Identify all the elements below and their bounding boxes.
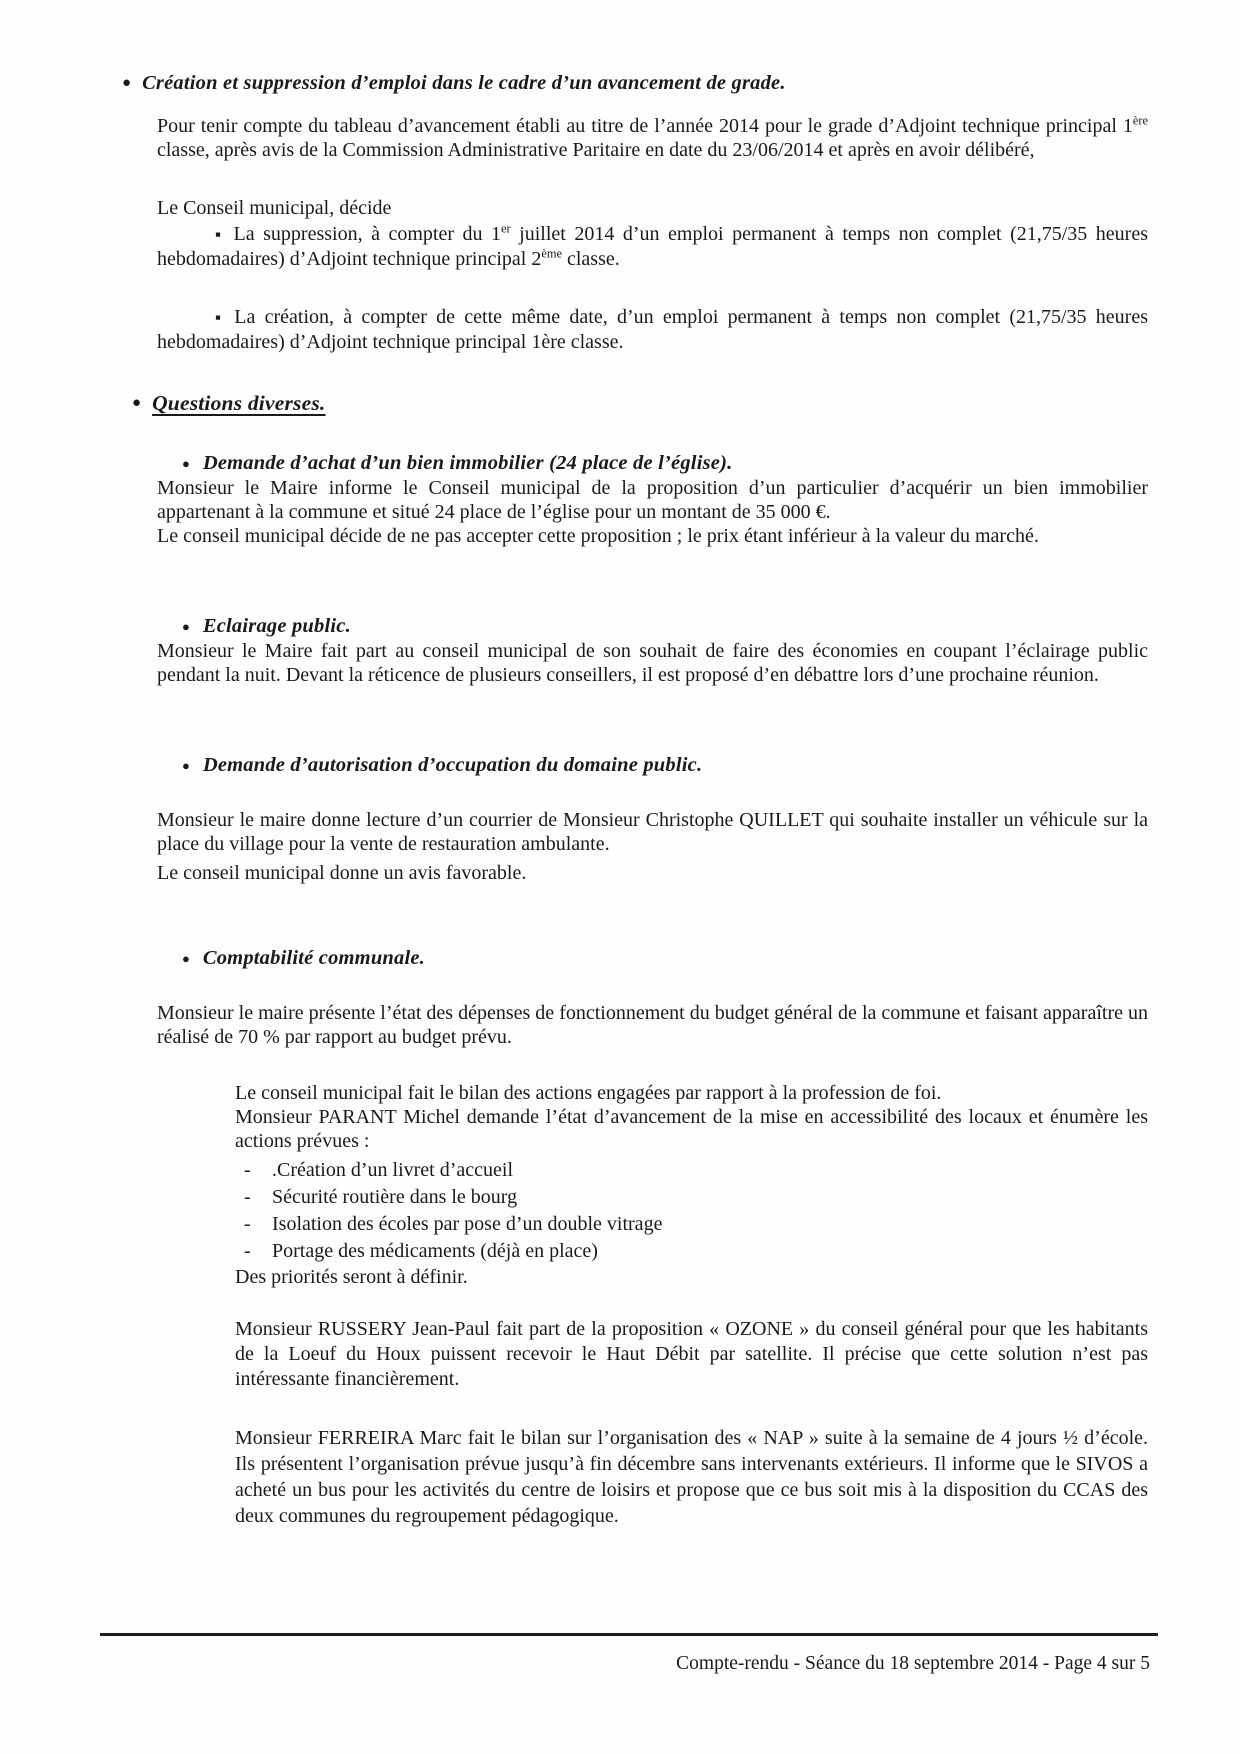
creation-text: La création, à compter de cette même date, d’un emploi permanent à temps non complet (21,75/35 heures hebdomadaires) d’Adjoint technique principal 1ère classe. [157, 306, 1148, 353]
action-item-label: .Création d’un livret d’accueil [272, 1159, 514, 1181]
document-content [98, 70, 1148, 1529]
compta-paragraph-1: Monsieur le maire présente l’état des dépenses de fonctionnement du budget général de la commune et faisant apparaître un réalisé de 70 % par rapport au budget prévu. [157, 1002, 1148, 1048]
subsection-domaine-heading [182, 753, 1148, 778]
compta-paragraph-6: Monsieur FERREIRA Marc fait le bilan sur l’organisation des « NAP » suite à la semaine de 4 jours ½ d’école. Ils présentent l’organisation prévue jusqu’à fin décembre sans intervenants extérieurs. Il informe que le SIVOS a acheté un bus pour les activités du centre de loisirs et propose que ce bus soit mis à la disposition du CCAS des deux communes du regroupement pédagogique. [235, 1427, 1148, 1527]
domaine-paragraph-2: Le conseil municipal donne un avis favorable. [157, 862, 527, 884]
bullet-icon: ● [182, 951, 190, 966]
bullet-icon: ● [132, 395, 142, 411]
compta-paragraph-4: Des priorités seront à définir. [235, 1266, 468, 1288]
list-item [244, 1184, 1148, 1211]
achat-paragraph-1: Monsieur le Maire informe le Conseil municipal de la proposition d’un particulier d’acquérir un bien immobilier appartenant à la commune et situé 24 place de l’église pour un montant de 35 000 €. [157, 477, 1148, 523]
square-bullet-icon: ▪ [215, 308, 226, 327]
achat-paragraph-2: Le conseil municipal décide de ne pas accepter cette proposition ; le prix étant inférieur à la valeur du marché. [157, 525, 1039, 547]
dash-icon: - [244, 1213, 251, 1235]
section-divers-heading [132, 389, 1148, 417]
superscript-er: er [501, 221, 511, 236]
domaine-paragraph-1: Monsieur le maire donne lecture d’un courrier de Monsieur Christophe QUILLET qui souhaite installer un véhicule sur la place du village pour la vente de restauration ambulante. [157, 809, 1148, 855]
subsection-achat-heading [182, 451, 1148, 476]
action-item-label: Sécurité routière dans le bourg [272, 1186, 518, 1208]
eclairage-paragraph: Monsieur le Maire fait part au conseil municipal de son souhait de faire des économies en coupant l’éclairage public pendant la nuit. Devant la réticence de plusieurs conseillers, il est proposé d’en débattre lors d’une prochaine réunion. [157, 640, 1148, 686]
superscript-ere: ère [1132, 113, 1148, 128]
footer-divider [100, 1633, 1158, 1636]
page-footer: Compte-rendu - Séance du 18 septembre 2014 - Page 4 sur 5 [676, 1653, 1150, 1674]
superscript-eme: ème [541, 246, 562, 261]
bullet-icon: ● [182, 758, 190, 773]
subsection-eclairage-heading [182, 614, 1148, 639]
subsection-achat-title: Demande d’achat d’un bien immobilier (24 place de l’église). [202, 452, 733, 474]
action-item-label: Isolation des écoles par pose d’un double vitrage [272, 1213, 663, 1235]
subsection-domaine-title: Demande d’autorisation d’occupation du domaine public. [202, 754, 703, 776]
grade-intro-text-a: Pour tenir compte du tableau d’avancement établi au titre de l’année 2014 pour le grade d’Adjoint technique principal 1 [157, 115, 1133, 137]
list-item [244, 1157, 1148, 1184]
subsection-compta-title: Comptabilité communale. [202, 947, 425, 969]
grade-intro-text-b: classe, après avis de la Commission Administrative Paritaire en date du 23/06/2014 et après en avoir délibéré, [157, 139, 1035, 161]
suppression-text-b: juillet 2014 d’un emploi permanent à temps non complet (21,75/35 heures hebdomadaires) d’Adjoint technique principal 2 [157, 223, 1149, 270]
grade-creation-paragraph [157, 305, 1148, 354]
list-item [244, 1211, 1148, 1238]
compta-paragraph-2: Le conseil municipal fait le bilan des actions engagées par rapport à la profession de foi. [235, 1082, 942, 1104]
subsection-compta-heading [182, 946, 1148, 971]
compta-paragraph-3: Monsieur PARANT Michel demande l’état d’avancement de la mise en accessibilité des locaux et énumère les actions prévues : [235, 1106, 1148, 1152]
actions-list [98, 1157, 1148, 1265]
bullet-icon: ● [182, 619, 190, 634]
action-item-label: Portage des médicaments (déjà en place) [272, 1240, 598, 1262]
suppression-text-a: La suppression, à compter du 1 [233, 223, 502, 245]
section-divers-title: Questions diverses. [152, 391, 326, 415]
suppression-text-c: classe. [561, 248, 620, 270]
bullet-icon: ● [182, 456, 190, 471]
section-grade-title: Création et suppression d’emploi dans le cadre d’un avancement de grade. [142, 72, 786, 94]
bullet-icon: ● [122, 75, 132, 91]
subsection-eclairage-title: Eclairage public. [202, 615, 351, 637]
dash-icon: - [244, 1159, 251, 1181]
dash-icon: - [244, 1186, 251, 1208]
grade-suppression-paragraph [157, 222, 1148, 271]
section-grade-heading [122, 70, 1148, 96]
dash-icon: - [244, 1240, 251, 1262]
list-item [244, 1238, 1148, 1265]
grade-decision-intro: Le Conseil municipal, décide [157, 197, 392, 219]
grade-intro-paragraph [157, 114, 1148, 162]
square-bullet-icon: ▪ [215, 225, 225, 244]
compta-paragraph-5: Monsieur RUSSERY Jean-Paul fait part de la proposition « OZONE » du conseil général pour que les habitants de la Loeuf du Houx puissent recevoir le Haut Débit par satellite. Il précise que cette solution n’est pas intéressante financièrement. [235, 1318, 1148, 1390]
